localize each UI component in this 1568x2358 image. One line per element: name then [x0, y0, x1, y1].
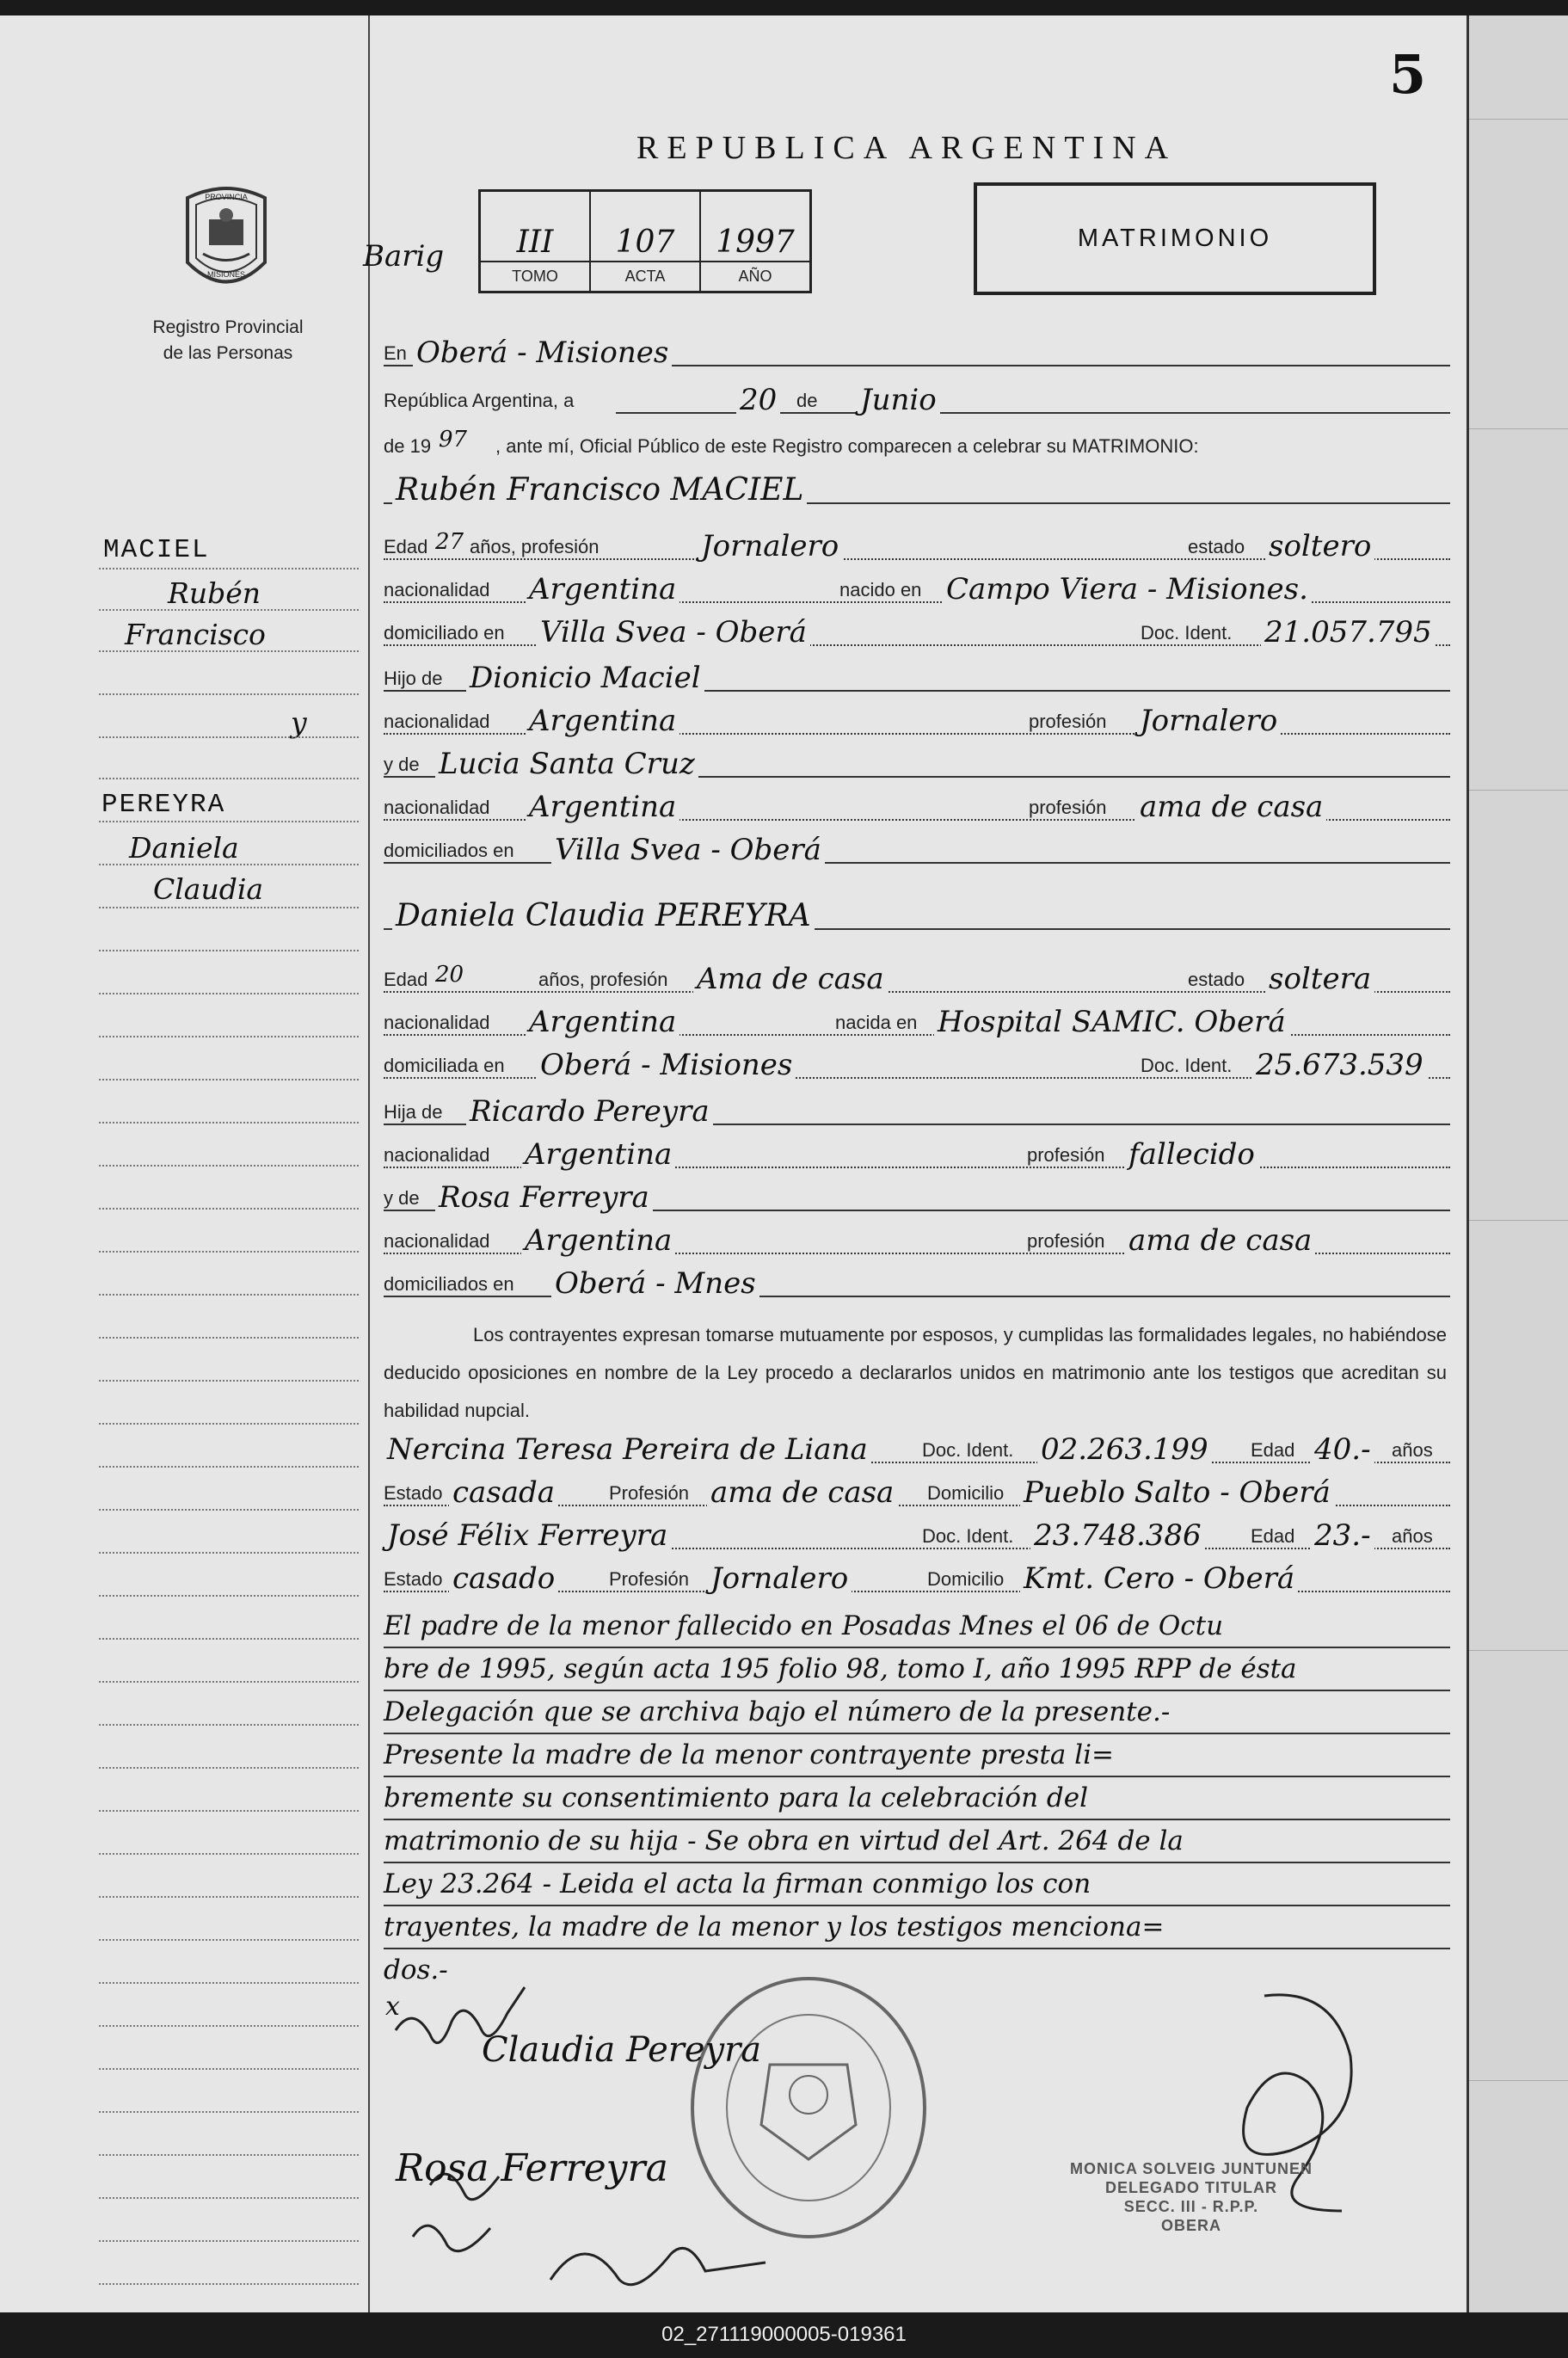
witness-2-profession: Jornalero: [707, 1561, 852, 1596]
anos-profesion-label: años, profesión: [470, 536, 604, 558]
nacionalidad-label: nacionalidad: [384, 711, 495, 733]
margin-bride-given1: Daniela: [129, 831, 239, 865]
document-type: MATRIMONIO: [974, 182, 1376, 295]
observation-text: bre de 1995, según acta 195 folio 98, tomo I, año 1995 RPP de ésta: [384, 1653, 1297, 1684]
mother-signature: Rosa Ferreyra: [396, 2146, 668, 2190]
official-title: DELEGADO TITULAR: [1105, 2179, 1277, 2196]
witness-signature-scribble-2: [550, 2248, 766, 2284]
bride-signature: Claudia Pereyra: [482, 2030, 762, 2070]
bride-address: Oberá - Misiones: [537, 1048, 796, 1082]
margin-conjunction: y: [291, 705, 307, 739]
margin-dotline: [99, 609, 359, 611]
bride-mother-nationality: Argentina: [521, 1223, 675, 1258]
observation-line: [384, 1912, 1450, 1955]
margin-rule: [368, 15, 370, 2312]
row-bride-nationality: [384, 1005, 1450, 1039]
margin-dotline: [99, 2240, 359, 2242]
witness-1-name: Nercina Teresa Pereira de Liana: [384, 1432, 871, 1467]
row-groom-mother-nationality: [384, 790, 1450, 824]
bride-full-name: Daniela Claudia PEREYRA: [392, 898, 815, 933]
witness-2-status: casado: [449, 1561, 558, 1596]
margin-dotline: [99, 1251, 359, 1253]
row-groom-parents-address: [384, 833, 1450, 867]
registry-line-2: de las Personas: [163, 343, 293, 363]
row-groom-father-nationality: [384, 704, 1450, 738]
acta-label: ACTA: [591, 261, 699, 286]
margin-dotline: [99, 1681, 359, 1683]
margin-dotline: [99, 1165, 359, 1167]
margin-dotline: [99, 1767, 359, 1769]
witness-1-status: casada: [449, 1475, 558, 1510]
witness-1-profession: ama de casa: [707, 1475, 897, 1510]
de-label: de: [796, 390, 822, 412]
profesion-label: profesión: [1029, 711, 1112, 733]
row-bride-parents-address: [384, 1266, 1450, 1301]
witness-2-address: Kmt. Cero - Oberá: [1020, 1561, 1298, 1596]
page-title: REPUBLICA ARGENTINA: [636, 130, 1178, 166]
witness-anos-label: años: [1392, 1439, 1438, 1462]
margin-bride-given2: Claudia: [153, 872, 264, 906]
seal-label-top: PROVINCIA: [205, 193, 248, 201]
groom-nationality: Argentina: [526, 572, 679, 606]
witness-profesion-label: Profesión: [609, 1482, 694, 1505]
groom-mother-nationality: Argentina: [526, 790, 679, 824]
margin-dotline: [99, 1294, 359, 1296]
bride-father-profession: fallecido: [1125, 1137, 1258, 1172]
margin-dotline: [99, 568, 359, 569]
bride-birthplace: Hospital SAMIC. Oberá: [934, 1005, 1289, 1039]
row-bride-father: [384, 1094, 1450, 1129]
observation-line: [384, 1869, 1450, 1912]
row-date: [384, 383, 1450, 417]
domiciliados-label: domiciliados en: [384, 1273, 520, 1296]
observation-line: [384, 1696, 1450, 1739]
witness-2-age: 23.-: [1311, 1518, 1374, 1553]
witness-edad-label: Edad: [1251, 1525, 1300, 1548]
groom-address: Villa Svea - Oberá: [537, 615, 810, 650]
margin-dotline: [99, 2154, 359, 2156]
bride-doc-id: 25.673.539: [1252, 1048, 1427, 1082]
domiciliados-label: domiciliados en: [384, 840, 520, 862]
ano-value: 1997: [716, 225, 795, 260]
margin-dotline: [99, 1853, 359, 1855]
margin-dotline: [99, 1466, 359, 1468]
margin-groom-surname: MACIEL: [103, 535, 210, 565]
official-name: MONICA SOLVEIG JUNTUNEN: [1069, 2160, 1313, 2177]
groom-father-nationality: Argentina: [526, 704, 679, 738]
groom-full-name: Rubén Francisco MACIEL: [392, 472, 807, 508]
observation-text: matrimonio de su hija - Se obra en virtud del Art. 264 de la: [384, 1825, 1184, 1856]
bride-marital-status: soltera: [1265, 962, 1374, 996]
row-groom-mother: [384, 747, 1450, 781]
margin-dotline: [99, 1810, 359, 1812]
witness-doc-label: Doc. Ident.: [922, 1439, 1018, 1462]
margin-dotline: [99, 993, 359, 994]
nacionalidad-label: nacionalidad: [384, 1144, 495, 1167]
row-bride-mother-nationality: [384, 1223, 1450, 1258]
observation-line: [384, 1610, 1450, 1653]
registry-line-1: Registro Provincial: [152, 317, 304, 337]
witness-anos-label: años: [1392, 1525, 1438, 1548]
nacionalidad-label: nacionalidad: [384, 579, 495, 601]
margin-dotline: [99, 1122, 359, 1124]
bride-profession: Ama de casa: [693, 962, 888, 996]
margin-dotline: [99, 736, 359, 738]
observation-text: El padre de la menor fallecido en Posadas Mnes el 06 de Octu: [384, 1610, 1224, 1641]
estado-label: estado: [1188, 969, 1250, 991]
nacida-label: nacida en: [835, 1012, 922, 1034]
row-witness-2-details: [384, 1561, 1450, 1596]
margin-dotline: [99, 1380, 359, 1382]
year-suffix: 97: [435, 427, 470, 453]
ano-cell: [701, 192, 809, 291]
anos-profesion-label: años, profesión: [538, 969, 673, 991]
profesion-label: profesión: [1027, 1230, 1110, 1253]
margin-dotline: [99, 693, 359, 695]
row-groom-age: [384, 529, 1450, 563]
signature-mark: x: [385, 1992, 400, 2022]
row-bride-age: [384, 962, 1450, 996]
doc-label: Doc. Ident.: [1141, 1055, 1237, 1077]
row-bride-father-nationality: [384, 1137, 1450, 1172]
year-prefix: de 19: [384, 435, 436, 458]
witness-1-age: 40.-: [1311, 1432, 1374, 1467]
witness-domicilio-label: Domicilio: [927, 1568, 1009, 1591]
registrar-initials: Barig: [363, 239, 445, 274]
row-bride-mother: [384, 1180, 1450, 1215]
official-section: SECC. III - R.P.P.: [1123, 2198, 1259, 2215]
y-de-label: y de: [384, 754, 425, 776]
margin-dotline: [99, 1079, 359, 1080]
margin-dotline: [99, 864, 359, 865]
observation-text: Ley 23.264 - Leida el acta la firman conmigo los con: [384, 1869, 1091, 1899]
row-groom-nationality: [384, 572, 1450, 606]
witness-2-name: José Félix Ferreyra: [384, 1518, 671, 1553]
acta-value: 107: [615, 225, 675, 260]
bride-mother-name: Rosa Ferreyra: [435, 1180, 653, 1215]
groom-doc-id: 21.057.795: [1261, 615, 1436, 650]
margin-dotline: [99, 2025, 359, 2027]
seal-label-bottom: MISIONES: [206, 270, 246, 279]
groom-profession: Jornalero: [698, 529, 842, 563]
intro-text: , ante mí, Oficial Público de este Registro comparecen a celebrar su MATRIMONIO:: [495, 435, 1204, 458]
margin-dotline: [99, 1939, 359, 1941]
observation-text: Delegación que se archiva bajo el número de la presente.-: [384, 1696, 1171, 1727]
next-page-edge: [1467, 15, 1568, 2312]
provincial-seal-icon: [179, 181, 274, 297]
margin-dotline: [99, 2111, 359, 2113]
margin-groom-given1: Rubén: [168, 576, 261, 610]
observation-line: [384, 1739, 1450, 1782]
witness-estado-label: Estado: [384, 1482, 448, 1505]
margin-dotline: [99, 1423, 359, 1425]
nacionalidad-label: nacionalidad: [384, 1230, 495, 1253]
margin-bride-surname: PEREYRA: [101, 790, 226, 820]
nacionalidad-label: nacionalidad: [384, 797, 495, 819]
margin-dotline: [99, 1724, 359, 1726]
hija-label: Hija de: [384, 1101, 447, 1124]
witness-domicilio-label: Domicilio: [927, 1482, 1009, 1505]
groom-marital-status: soltero: [1265, 529, 1374, 563]
nacionalidad-label: nacionalidad: [384, 1012, 495, 1034]
groom-birthplace: Campo Viera - Misiones.: [943, 572, 1312, 606]
margin-dotline: [99, 650, 359, 652]
observation-text: dos.-: [384, 1955, 448, 1986]
row-witness-1-details: [384, 1475, 1450, 1510]
margin-dotline: [99, 1552, 359, 1554]
margin-dotline: [99, 907, 359, 908]
bride-mother-profession: ama de casa: [1125, 1223, 1315, 1258]
bride-father-name: Ricardo Pereyra: [466, 1094, 713, 1129]
page-number: 5: [1389, 43, 1427, 106]
groom-mother-name: Lucia Santa Cruz: [435, 747, 698, 781]
observation-text: bremente su consentimiento para la celebración del: [384, 1782, 1088, 1813]
y-de-label: y de: [384, 1187, 425, 1210]
witness-doc-label: Doc. Ident.: [922, 1525, 1018, 1548]
witness-profesion-label: Profesión: [609, 1568, 694, 1591]
register-box: [478, 189, 812, 293]
hijo-label: Hijo de: [384, 668, 447, 690]
edad-label: Edad: [384, 969, 433, 991]
groom-father-profession: Jornalero: [1136, 704, 1281, 738]
bride-parents-address: Oberá - Mnes: [551, 1266, 759, 1301]
witness-1-address: Pueblo Salto - Oberá: [1020, 1475, 1334, 1510]
place-value: Oberá - Misiones: [413, 336, 672, 370]
groom-mother-profession: ama de casa: [1136, 790, 1326, 824]
margin-dotline: [99, 821, 359, 822]
domiciliado-label: domiciliado en: [384, 622, 510, 644]
bride-age: 20: [432, 962, 467, 988]
observation-line: [384, 1782, 1450, 1825]
observation-line: [384, 1825, 1450, 1869]
scan-id: 02_271119000005-019361: [661, 2323, 907, 2346]
margin-dotline: [99, 778, 359, 779]
registry-office: [112, 315, 344, 366]
witness-1-doc-id: 02.263.199: [1037, 1432, 1212, 1467]
margin-dotline: [99, 2068, 359, 2070]
margin-dotline: [99, 2283, 359, 2285]
bride-father-nationality: Argentina: [521, 1137, 675, 1172]
row-witness-1: [384, 1432, 1450, 1467]
witness-edad-label: Edad: [1251, 1439, 1300, 1462]
row-groom-father: [384, 661, 1450, 695]
doc-label: Doc. Ident.: [1141, 622, 1237, 644]
republic-label: República Argentina, a: [384, 390, 579, 412]
row-witness-2: [384, 1518, 1450, 1553]
margin-dotline: [99, 1595, 359, 1597]
margin-dotline: [99, 950, 359, 951]
witness-estado-label: Estado: [384, 1568, 448, 1591]
observation-text: Presente la madre de la menor contrayente presta li=: [384, 1739, 1114, 1770]
margin-groom-given2: Francisco: [125, 618, 266, 651]
margin-dotline: [99, 1208, 359, 1210]
row-groom-name: [384, 473, 1450, 508]
en-label: En: [384, 342, 412, 365]
nacido-label: nacido en: [839, 579, 926, 601]
margin-dotline: [99, 2197, 359, 2199]
declaration-paragraph: Los contrayentes expresan tomarse mutuamente por esposos, y cumplidas las formalidades legales, no habiéndose deducido oposiciones en nombre de la Ley procedo a declararlos unidos en matrimonio ante los testigos que acreditan su habilidad nupcial.: [384, 1324, 1447, 1421]
estado-label: estado: [1188, 536, 1250, 558]
margin-dotline: [99, 1337, 359, 1339]
day-value: 20: [736, 383, 780, 417]
margin-dotline: [99, 1896, 359, 1898]
edad-label: Edad: [384, 536, 433, 558]
tomo-value: III: [516, 225, 554, 260]
domiciliada-label: domiciliada en: [384, 1055, 510, 1077]
month-value: Junio: [857, 383, 940, 417]
witness-2-doc-id: 23.748.386: [1030, 1518, 1205, 1553]
groom-father-name: Dionicio Maciel: [466, 661, 704, 695]
observation-line: [384, 1653, 1450, 1696]
margin-dotline: [99, 1638, 359, 1640]
margin-dotline: [99, 1036, 359, 1037]
groom-parents-address: Villa Svea - Oberá: [551, 833, 825, 867]
row-groom-address: [384, 615, 1450, 650]
observation-text: trayentes, la madre de la menor y los testigos menciona=: [384, 1912, 1165, 1942]
groom-age: 27: [432, 529, 467, 555]
row-bride-name: [384, 899, 1450, 933]
signatures-area: [378, 1953, 1454, 2314]
official-city: OBERA: [1160, 2217, 1221, 2234]
margin-dotline: [99, 1509, 359, 1511]
row-place: [384, 336, 1450, 370]
row-year: [384, 428, 1450, 463]
profesion-label: profesión: [1027, 1144, 1110, 1167]
margin-dotline: [99, 1982, 359, 1984]
acta-cell: [591, 192, 701, 291]
profesion-label: profesión: [1029, 797, 1112, 819]
registry-round-stamp-icon: [692, 1979, 925, 2237]
ano-label: AÑO: [701, 261, 809, 286]
official-stamp: [1028, 2159, 1355, 2235]
row-bride-address: [384, 1048, 1450, 1082]
bride-nationality: Argentina: [526, 1005, 679, 1039]
tomo-label: TOMO: [481, 261, 589, 286]
tomo-cell: [481, 192, 591, 291]
